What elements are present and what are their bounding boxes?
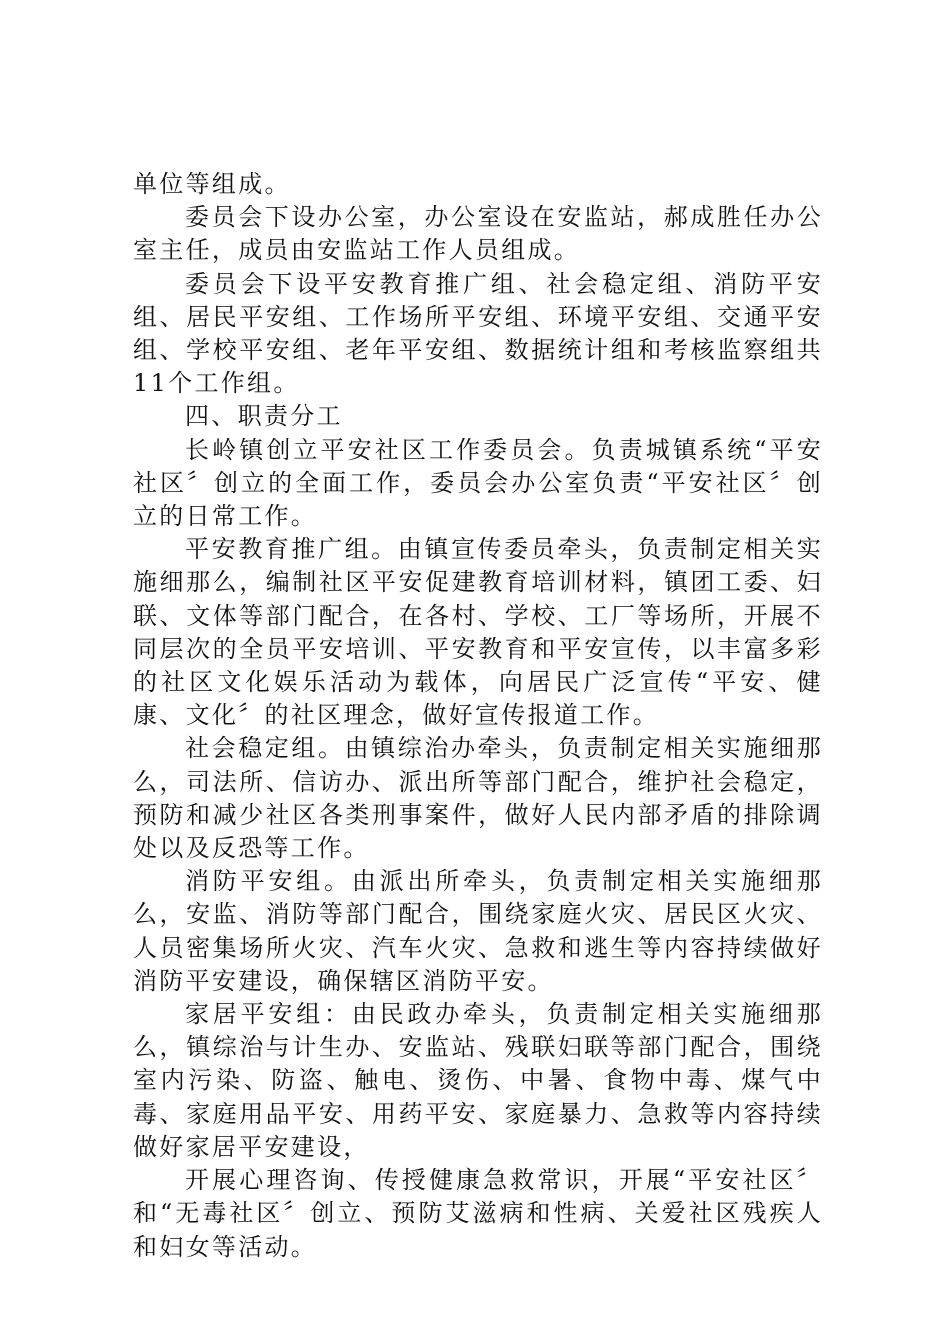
paragraph-2: 委员会下设办公室，办公室设在安监站，郝成胜任办公室主任，成员由安监站工作人员组成。: [133, 203, 823, 265]
paragraph-7: 社会稳定组。由镇综治办牵头，负责制定相关实施细那么，司法所、信访办、派出所等部门配合，维护社会稳定，预防和减少社区各类刑事案件，做好人民内部矛盾的排除调处以及反恐等工作。: [133, 734, 823, 863]
paragraph-9: 家居平安组：由民政办牵头，负责制定相关实施细那么，镇综治与计生办、安监站、残联妇联等部门配合，围绕室内污染、防盗、触电、烫伤、中暑、食物中毒、煤气中毒、家庭用品平安、用药平安、家庭暴力、急救等内容持续做好家居平安建设，: [133, 1000, 823, 1161]
paragraph-6: 平安教育推广组。由镇宣传委员牵头，负责制定相关实施细那么，编制社区平安促建教育培训材料，镇团工委、妇联、文体等部门配合，在各村、学校、工厂等场所，开展不同层次的全员平安培训、平安教育和平安宣传，以丰富多彩的社区文化娱乐活动为载体，向居民广泛宣传“平安、健康、文化〞的社区理念，做好宣传报道工作。: [133, 535, 823, 730]
paragraph-1: 单位等组成。: [133, 170, 291, 198]
section-heading: 四、职责分工: [185, 402, 343, 431]
paragraph-10: 开展心理咨询、传授健康急救常识，开展“平安社区〞和“无毒社区〞创立、预防艾滋病和性病、关爱社区残疾人和妇女等活动。: [133, 1166, 823, 1261]
paragraph-5: 长岭镇创立平安社区工作委员会。负责城镇系统“平安社区〞创立的全面工作，委员会办公室负责“平安社区〞创立的日常工作。: [133, 435, 823, 531]
document-body: [133, 168, 823, 1264]
paragraph-3: 委员会下设平安教育推广组、社会稳定组、消防平安组、居民平安组、工作场所平安组、环境平安组、交通平安组、学校平安组、老年平安组、数据统计组和考核监察组共11个工作组。: [133, 269, 823, 398]
paragraph-8: 消防平安组。由派出所牵头，负责制定相关实施细那么，安监、消防等部门配合，围绕家庭火灾、居民区火灾、人员密集场所火灾、汽车火灾、急救和逃生等内容持续做好消防平安建设，确保辖区消防平安。: [133, 867, 823, 995]
